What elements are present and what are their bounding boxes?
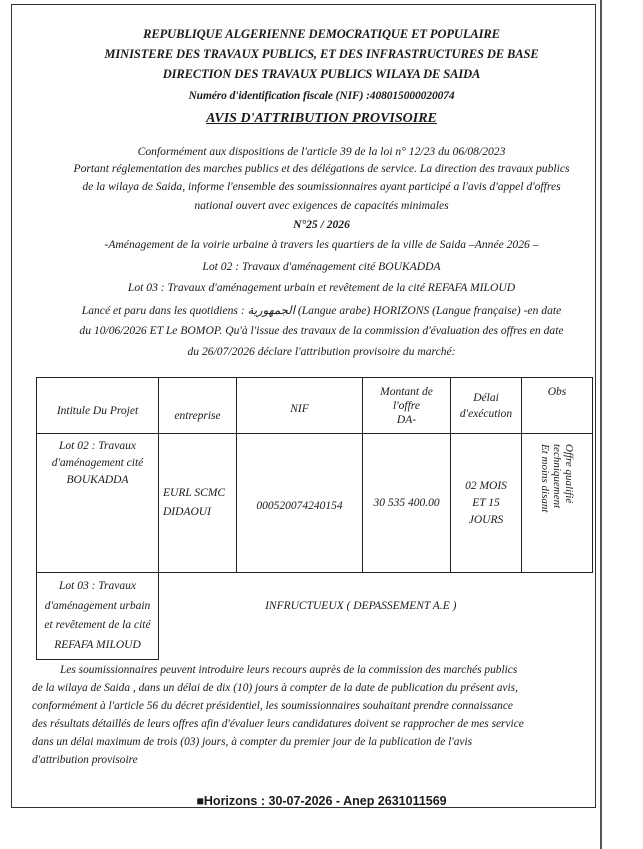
- row2-projet-line-2: d'aménagement urbain: [44, 599, 151, 612]
- publication-line-3: du 26/07/2026 déclare l'attribution provisoire du marché:: [187, 345, 456, 358]
- row2-projet: [37, 573, 159, 660]
- header-nif: Numéro d'identification fiscale (NIF) :408015000020074: [188, 90, 455, 102]
- footer-publication: ■Horizons : 30-07-2026 - Anep 2631011569: [196, 794, 447, 808]
- lot-3-title: Lot 03 : Travaux d'aménagement urbain et revêtement de la cité REFAFA MILOUD: [127, 281, 516, 294]
- row2-projet-line-1: Lot 03 : Travaux: [59, 580, 136, 592]
- header-delai: [451, 378, 522, 434]
- row1-projet-line-3: BOUKADDA: [66, 474, 129, 486]
- intro-line-2: Portant réglementation des marches publics et des délégations de service. La direction des travaux publics: [73, 162, 570, 175]
- header-delai-line-1: Délai: [473, 391, 499, 404]
- header-direction: DIRECTION DES TRAVAUX PUBLICS WILAYA DE SAIDA: [162, 67, 481, 81]
- row1-delai-line-1: 02 MOIS: [465, 479, 507, 492]
- row1-projet: [37, 434, 159, 573]
- header-entreprise: entreprise: [159, 378, 237, 434]
- attribution-table: [36, 377, 593, 660]
- header-ministry: MINISTERE DES TRAVAUX PUBLICS, ET DES INFRASTRUCTURES DE BASE: [104, 47, 539, 61]
- table-row: [37, 573, 593, 660]
- closing-line-2: de la wilaya de Saida , dans un délai de dix (10) jours à compter de la date de publication du présent avis,: [32, 682, 518, 694]
- header-nif: NIF: [237, 378, 363, 434]
- row1-delai: [451, 434, 522, 573]
- tender-number: N°25 / 2026: [293, 218, 350, 231]
- notice-title: AVIS D'ATTRIBUTION PROVISOIRE: [206, 111, 437, 126]
- closing-line-4: des résultats détaillés de leurs offres afin d'évaluer leurs candidatures doivent se rapprocher de mes service: [32, 718, 524, 730]
- intro-line-1: Conformément aux dispositions de l'article 39 de la loi n° 12/23 du 06/08/2023: [137, 145, 506, 158]
- project-title: -Aménagement de la voirie urbaine à travers les quartiers de la ville de Saida –Année 2026 –: [104, 238, 539, 251]
- publication-line-2: du 10/06/2026 ET Le BOMOP. Qu'à l'issue des travaux de la commission d'évaluation des offres en date: [79, 324, 564, 337]
- row1-delai-line-2: ET 15: [472, 496, 500, 509]
- row1-delai-line-3: JOURS: [468, 513, 504, 526]
- row1-entreprise-line-2: DIDAOUI: [163, 506, 211, 518]
- publication-line-1: Lancé et paru dans les quotidiens : الجمهورية (Langue arabe) HORIZONS (Langue française) -en date: [81, 304, 562, 317]
- header-projet: Intitule Du Projet: [37, 378, 159, 434]
- header-republic: REPUBLIQUE ALGERIENNE DEMOCRATIQUE ET POPULAIRE: [143, 27, 500, 41]
- row1-entreprise-line-1: EURL SCMC: [163, 487, 226, 499]
- closing-line-1: Les soumissionnaires peuvent introduire leurs recours auprès de la commission des marchés publics: [60, 664, 518, 676]
- header-montant-line-1: Montant de: [380, 385, 433, 398]
- intro-line-3: de la wilaya de Saida, informe l'ensemble des soumissionnaires ayant participé a l'avis d'appel d'offres: [82, 180, 561, 193]
- row1-projet-line-2: d'aménagement cité: [51, 457, 144, 469]
- lot-2-title: Lot 02 : Travaux d'aménagement cité BOUKADDA: [202, 260, 441, 273]
- row2-projet-line-4: REFAFA MILOUD: [54, 638, 141, 651]
- header-montant: [363, 378, 451, 434]
- row1-nif: 000520074240154: [237, 434, 363, 573]
- closing-line-3: conformément à l'article 56 du décret présidentiel, les soumissionnaires souhaitant prendre connaissance: [32, 700, 513, 712]
- row1-obs-line-3: Et moins disant: [539, 444, 551, 513]
- row1-entreprise: [159, 434, 237, 573]
- header-montant-line-2: l'offre: [393, 399, 420, 412]
- closing-line-5: dans un délai maximum de trois (03) jours, à compter du premier jour de la publication de l'avis: [32, 736, 473, 748]
- row1-obs-line-1: Offre qualifié: [563, 444, 575, 504]
- row2-projet-line-3: et revêtement de la cité: [44, 619, 151, 631]
- header-montant-line-3: DA-: [396, 413, 417, 426]
- header-delai-line-2: d'exécution: [459, 407, 513, 420]
- header-obs: Obs: [522, 378, 593, 434]
- row1-montant: 30 535 400.00: [363, 434, 451, 573]
- table-header-row: [37, 378, 593, 434]
- row1-obs-line-2: techniquement: [551, 444, 563, 509]
- table-row: [37, 434, 593, 573]
- intro-line-4: national ouvert avec exigences de capacités minimales: [194, 199, 449, 212]
- closing-line-6: d'attribution provisoire: [32, 754, 138, 766]
- row1-projet-line-1: Lot 02 : Travaux: [59, 440, 136, 452]
- row1-obs: [522, 434, 593, 573]
- row2-result: INFRUCTUEUX ( DEPASSEMENT A.E ): [159, 573, 593, 660]
- scan-edge-line: [600, 0, 602, 849]
